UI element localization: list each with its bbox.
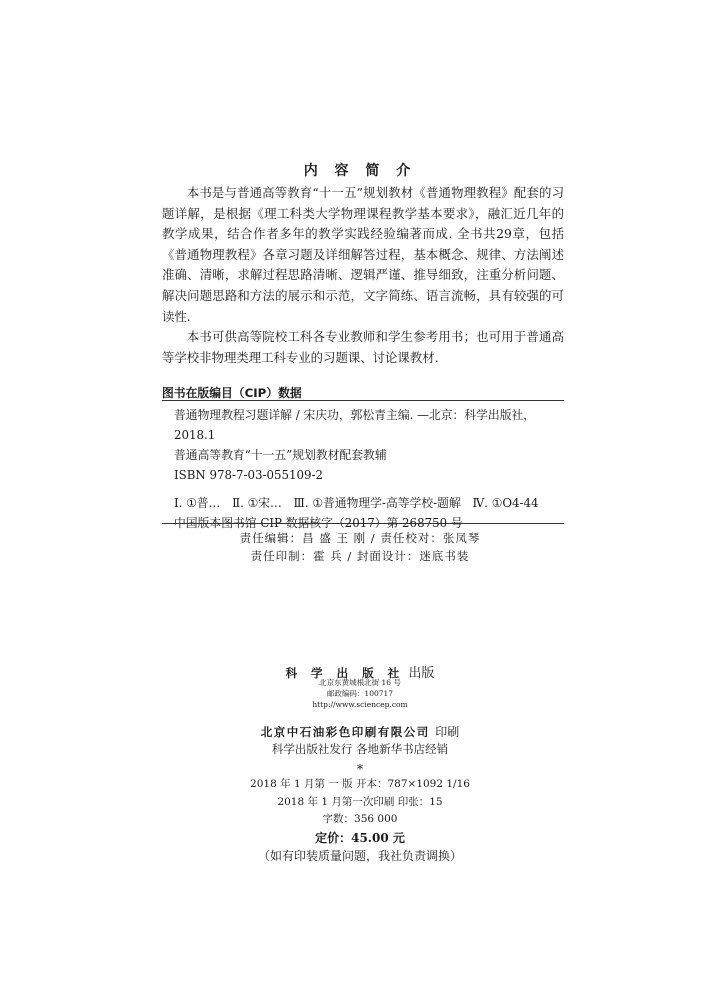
publisher-suffix: 出版 bbox=[408, 666, 435, 681]
cip-class-1: Ⅰ. ①普… bbox=[174, 496, 221, 510]
intro-section bbox=[162, 183, 564, 368]
cip-class-4: Ⅳ. ①O4-44 bbox=[472, 496, 539, 510]
cip-record bbox=[174, 405, 564, 533]
intro-paragraph-1: 本书是与普通高等教育“十一五”规划教材《普通物理教程》配套的习题详解，是根据《理工科类大学物理课程教学基本要求》，融汇近几年的教学成果，结合作者多年的教学实践经验编著而成. 全书共29章，包括《普通物理教程》各章习题及详细解答过程，基本概念、规律、方法阐述准确、清晰，求解过程思路清晰、逻辑严谨、推导细致，注重分析问题、解决问题思路和方法的展示和示范，文字简练、语言流畅，具有较强的可读性. bbox=[162, 185, 564, 324]
printing-line: 2018 年 1 月第一次印刷 印张：15 bbox=[277, 796, 443, 808]
cip-isbn: ISBN 978-7-03-055109-2 bbox=[174, 468, 323, 482]
editors-line-2: 责任印制：霍 兵 / 封面设计：迷底书装 bbox=[250, 549, 470, 563]
page-title: 内 容 简 介 bbox=[303, 163, 417, 179]
printer-name: 北京中石油彩色印刷有限公司 bbox=[260, 725, 430, 739]
editors-line-1: 责任编辑：昌 盛 王 刚 / 责任校对：张凤琴 bbox=[239, 531, 481, 545]
cip-record-line: 普通物理教程习题详解 / 宋庆功，郭松青主编. —北京：科学出版社，2018.1 bbox=[174, 408, 536, 442]
publisher-website: http://www.sciencep.com bbox=[312, 700, 408, 709]
publisher-postcode: 邮政编码：100717 bbox=[326, 689, 394, 698]
cip-classification bbox=[174, 493, 564, 513]
cip-heading: 图书在版编目（CIP）数据 bbox=[162, 386, 302, 400]
cip-bottom-rule bbox=[162, 523, 564, 524]
publisher-address: 北京东黄城根北街 16 号 bbox=[319, 678, 401, 687]
cip-series: 普通高等教育“十一五”规划教材配套教辅 bbox=[174, 448, 387, 462]
price: 定价：45.00 元 bbox=[315, 831, 405, 845]
cip-top-rule bbox=[162, 400, 564, 401]
cip-class-2: Ⅱ. ①宋… bbox=[232, 496, 282, 510]
distribution-line: 科学出版社发行 各地新华书店经销 bbox=[271, 742, 449, 756]
printer-line bbox=[0, 723, 720, 740]
separator-star: * bbox=[357, 762, 363, 776]
intro-paragraph-2: 本书可供高等院校工科各专业教师和学生参考用书；也可用于普通高等学校非物理类理工科专业的习题课、讨论课教材. bbox=[162, 329, 564, 365]
publisher-name: 科 学 出 版 社 bbox=[285, 666, 405, 680]
quality-notice: （如有印装质量问题，我社负责调换） bbox=[257, 849, 462, 863]
word-count: 字数：356 000 bbox=[322, 813, 398, 825]
cip-library-check: 中国版本图书馆 CIP 数据核字（2017）第 268750 号 bbox=[174, 516, 463, 530]
printer-suffix: 印刷 bbox=[435, 725, 460, 739]
cip-class-3: Ⅲ. ①普通物理学-高等学校-题解 bbox=[293, 496, 461, 510]
edition-line: 2018 年 1 月第 一 版 开本：787×1092 1/16 bbox=[250, 778, 470, 790]
